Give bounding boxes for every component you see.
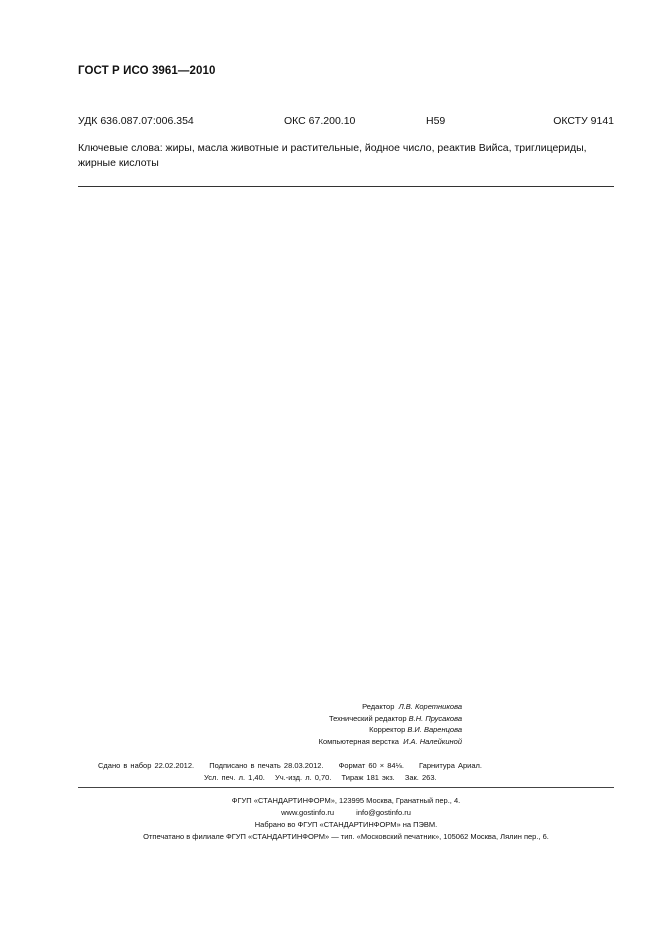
publisher-printed: Отпечатано в филиале ФГУП «СТАНДАРТИНФОРМ» — тип. «Московский печатник», 105062 Москва, Лялин пер., 6. xyxy=(143,832,549,841)
publisher-block xyxy=(78,795,614,843)
imprint-signed: Подписано в печать 28.03.2012. xyxy=(209,761,324,770)
group-code: Н59 xyxy=(426,115,446,127)
section-divider xyxy=(78,186,614,187)
credits-block xyxy=(200,701,462,747)
imprint-font: Гарнитура Ариал. xyxy=(419,761,482,770)
imprint-order: Зак. 263. xyxy=(404,773,437,782)
document-title: ГОСТ Р ИСО 3961—2010 xyxy=(78,65,216,77)
okstu-code: ОКСТУ 9141 xyxy=(553,115,614,127)
credit-label: Корректор xyxy=(369,725,406,734)
imprint-line-2 xyxy=(204,772,437,784)
credit-name: В.Н. Прусакова xyxy=(408,713,462,723)
credit-label: Редактор xyxy=(362,702,395,711)
imprint-print-sheets: Усл. печ. л. 1,40. xyxy=(204,773,265,782)
imprint-pub-sheets: Уч.-изд. л. 0,70. xyxy=(274,773,332,782)
publisher-website: www.gostinfo.ru xyxy=(281,808,335,817)
udk-code: УДК 636.087.07:006.354 xyxy=(78,115,194,127)
credit-name: В.И. Варенцова xyxy=(407,725,462,734)
imprint-format: Формат 60 × 84⅛. xyxy=(338,761,404,770)
credit-name: Л.В. Коретникова xyxy=(398,702,462,711)
imprint-divider xyxy=(78,787,614,788)
imprint-line-1 xyxy=(98,760,482,772)
oks-code: ОКС 67.200.10 xyxy=(284,115,356,127)
publisher-typeset: Набрано во ФГУП «СТАНДАРТИНФОРМ» на ПЭВМ. xyxy=(254,820,438,829)
credit-tech-editor xyxy=(200,713,462,725)
credit-label: Технический редактор xyxy=(328,713,407,723)
imprint-submitted: Сдано в набор 22.02.2012. xyxy=(98,761,195,770)
publisher-contacts xyxy=(78,807,614,819)
credit-name: И.А. Налейкиной xyxy=(403,736,462,746)
classification-row xyxy=(78,115,614,129)
credit-label: Компьютерная верстка xyxy=(318,736,399,746)
publisher-address: ФГУП «СТАНДАРТИНФОРМ», 123995 Москва, Гранатный пер., 4. xyxy=(231,796,461,805)
credit-layout xyxy=(200,736,462,748)
credit-proofreader xyxy=(200,724,462,736)
keywords: Ключевые слова: жиры, масла животные и растительные, йодное число, реактив Вийса, триглицериды, жирные кислоты xyxy=(78,142,587,169)
imprint-run: Тираж 181 экз. xyxy=(341,773,395,782)
publisher-email: info@gostinfo.ru xyxy=(356,808,411,817)
credit-editor xyxy=(200,701,462,713)
